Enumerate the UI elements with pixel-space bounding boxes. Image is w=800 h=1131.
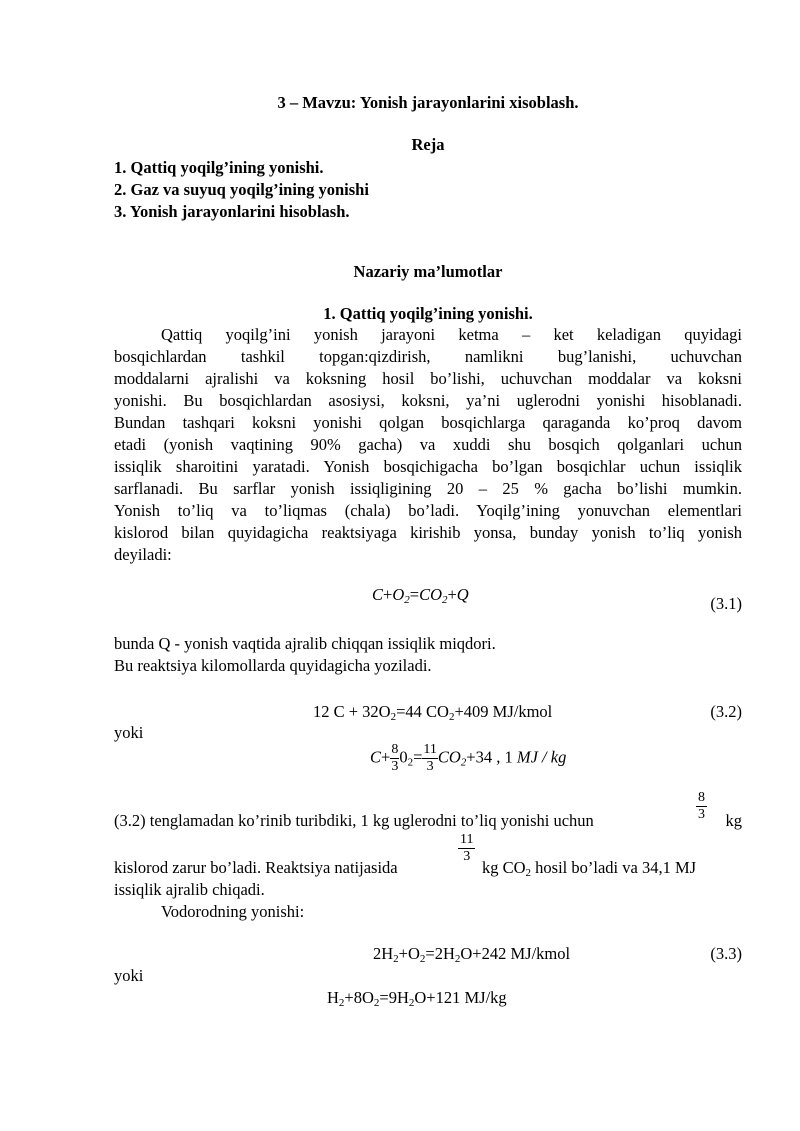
subsection-heading: 1. Qattiq yoqilg’ining yonishi.: [323, 304, 533, 323]
fraction: $\frac{8}{3}$: [391, 742, 399, 774]
fraction: 8 3: [698, 790, 705, 822]
equation-3-3-per-kg: $H_2+8O_2=9H_2O+121$ MJ/kg: [327, 988, 507, 1009]
equation-formula: 12 $C + 32O_2=44$ $CO_2+409$ MJ/kmol: [313, 702, 553, 723]
paragraph-line: Bundan tashqari koksni yonishi qolgan bosqichlarga qaraganda ko’proq davom: [114, 413, 742, 432]
paragraph-line: issiqlik sharoitini yaratadi. Yonish bosqichigacha bo’lgan bosqichlar uchun issiqlik: [114, 457, 742, 476]
paragraph-line: deyiladi:: [114, 545, 172, 564]
fraction: $\frac{11}{3}$: [423, 742, 437, 774]
page-title: 3 – Mavzu: Yonish jarayonlarini xisoblash.: [277, 93, 579, 112]
paragraph-line: etadi (yonish vaqtining 90% gacha) va xuddi shu bosqich qolganlari uchun: [114, 435, 742, 454]
equation-formula: $C+O_2=CO_2+Q$: [372, 585, 469, 606]
paragraph-combustion-stages: [114, 324, 742, 566]
plan-item: 1. Qattiq yoqilg’ining yonishi.: [114, 158, 324, 177]
text-line: bunda Q - yonish vaqtida ajralib chiqqan issiqlik miqdori.: [114, 634, 496, 653]
equation-number: (3.3): [710, 944, 742, 963]
text-yoki: yoki: [114, 966, 144, 985]
paragraph-line: issiqlik ajralib chiqadi.: [114, 880, 265, 899]
equation-number: (3.2): [710, 702, 742, 721]
equation-3-1: [114, 584, 742, 624]
paragraph-line: moddalarni ajralishi va koksning hosil bo’lishi, uchuvchan moddalar va koksni: [114, 369, 742, 388]
plan-item: 2. Gaz va suyuq yoqilg’ining yonishi: [114, 180, 369, 199]
fraction: 11 3: [460, 832, 474, 864]
section-heading: Nazariy ma’lumotlar: [353, 262, 503, 281]
hydrogen-heading: Vodorodning yonishi:: [161, 902, 305, 921]
paragraph-line: Yonish to’liq va to’liqmas (chala) bo’ladi. Yoqilg’ining yonuvchan elementlari: [114, 501, 742, 520]
paragraph-line: (3.2) tenglamadan ko’rinib turibdiki, 1 kg uglerodni to’liq yonishi uchun kg: [114, 811, 742, 830]
paragraph-line: yonishi. Bu bosqichlardan asosiysi, koksni, ya’ni uglerodni yonishi hisoblanadi.: [114, 391, 742, 410]
text-line: Bu reaktsiya kilomollarda quyidagicha yoziladi.: [114, 656, 432, 675]
equation-formula: $2H_2+O_2=2H_2O+242$ MJ/kmol: [373, 944, 571, 965]
paragraph-line: Qattiq yoqilg’ini yonish jarayoni ketma – ket keladigan quyidagi: [161, 325, 742, 344]
plan-item: 3. Yonish jarayonlarini hisoblash.: [114, 202, 350, 221]
text-yoki: yoki: [114, 723, 144, 742]
equation-3-2-per-kg: C+ $\frac{8}{3}$ $0_2=$ $\frac{11}{3}$ $CO_2+34$ , 1 MJ / kg: [370, 742, 567, 774]
paragraph-line: kislorod zarur bo’ladi. Reaktsiya natijasida kg $CO_2$ hosil bo’ladi va 34,1 MJ: [114, 858, 697, 879]
paragraph-line: kislorod bilan quyidagicha reaktsiyaga kirishib yonsa, bunday yonish to’liq yonish: [114, 523, 742, 542]
paragraph-line: sarflanadi. Bu sarflar yonish issiqligining 20 – 25 % gacha bo’lishi mumkin.: [114, 479, 742, 498]
paragraph-line: bosqichlardan tashkil topgan:qizdirish, namlikni bug’lanishi, uchuvchan: [114, 347, 742, 366]
plan-heading: Reja: [411, 135, 445, 154]
equation-number: (3.1): [710, 594, 742, 613]
